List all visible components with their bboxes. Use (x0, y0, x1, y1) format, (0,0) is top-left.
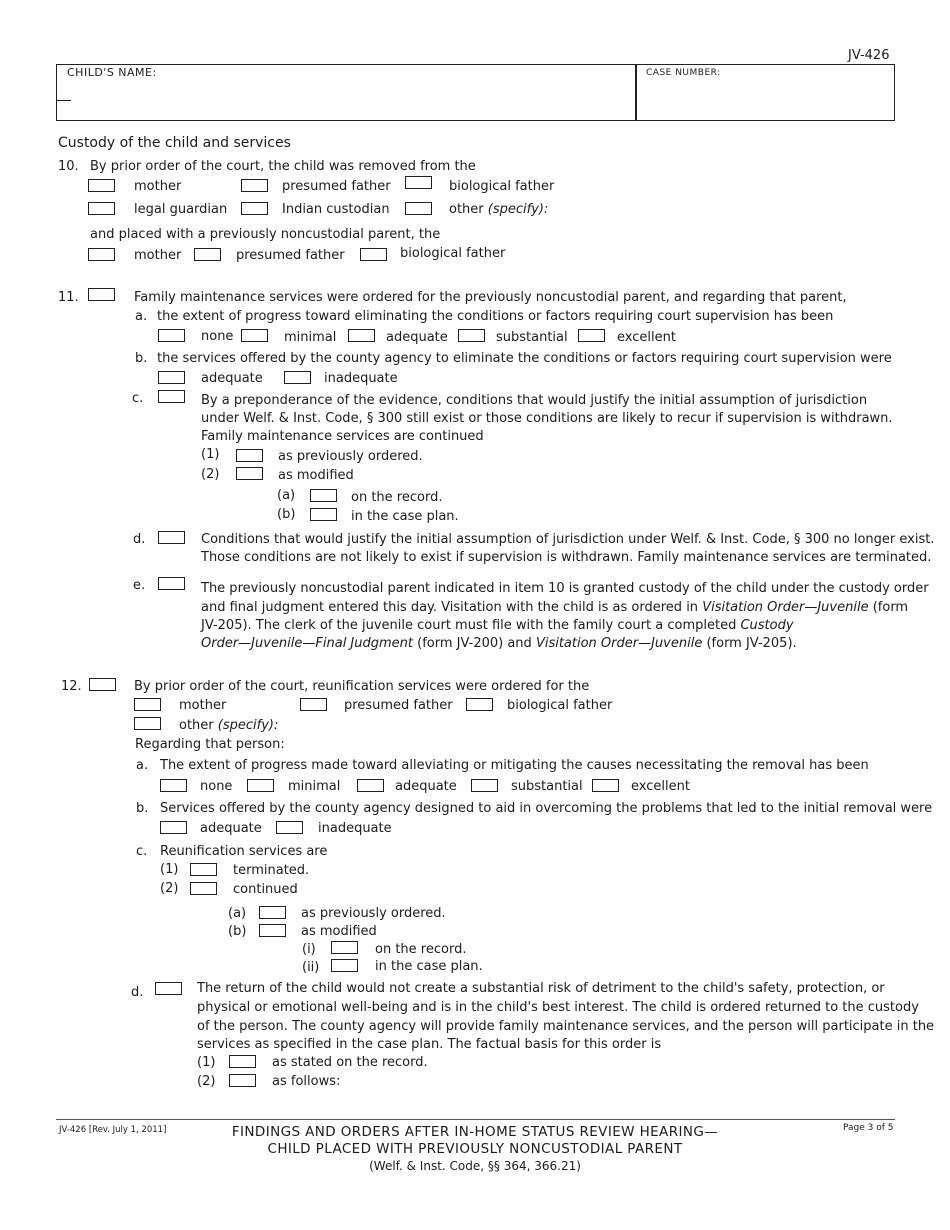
footer-page-number: Page 3 of 5 (843, 1123, 894, 1133)
item12d-line3: of the person. The county agency will provide family maintenance services, and the person will participate in the (197, 1019, 935, 1034)
item11a-minimal-label: minimal (284, 330, 337, 345)
item11-intro: Family maintenance services were ordered for the previously noncustodial parent, and regarding that parent, (134, 290, 847, 305)
item12-mother-checkbox[interactable] (134, 698, 161, 711)
item11b-letter: b. (135, 351, 148, 366)
item11d-line1: Conditions that would justify the initial assumption of jurisdiction under Welf. & Inst. Code, § 300 no longer exist. (201, 532, 935, 547)
item12c2-number: (2) (160, 881, 179, 896)
item12d-line2: physical or emotional well-being and is in the child's best interest. The child is ordered returned to the custody (197, 1000, 919, 1015)
item10-presumed-father-checkbox[interactable] (241, 179, 268, 192)
header-divider (635, 64, 637, 121)
item12a-minimal-checkbox[interactable] (247, 779, 274, 792)
item11b-inadequate-label: inadequate (324, 371, 398, 386)
item11e-line1: The previously noncustodial parent indicated in item 10 is granted custody of the child under the custody order (201, 581, 929, 596)
item10-legal-guardian-label: legal guardian (134, 202, 228, 217)
item11ca-number: (a) (277, 488, 296, 503)
item12-mother-label: mother (179, 698, 227, 713)
section-title: Custody of the child and services (58, 135, 291, 151)
item12b-inadequate-checkbox[interactable] (276, 821, 303, 834)
item11a-substantial-label: substantial (496, 330, 568, 345)
item12a-none-checkbox[interactable] (160, 779, 187, 792)
item12-presumed-father-label: presumed father (344, 698, 453, 713)
item12-biological-father-checkbox[interactable] (466, 698, 493, 711)
item11e-letter: e. (133, 578, 146, 593)
item10-presumed-father-label: presumed father (282, 179, 391, 194)
item10-indian-custodian-checkbox[interactable] (241, 202, 268, 215)
item11c2-number: (2) (201, 467, 220, 482)
item12cii-text: in the case plan. (375, 959, 483, 974)
item10-mother-checkbox[interactable] (88, 179, 115, 192)
item11a-letter: a. (135, 309, 148, 324)
item11a-none-checkbox[interactable] (158, 329, 185, 342)
item12ca-number: (a) (228, 906, 247, 921)
item10-biological-father-checkbox[interactable] (405, 176, 432, 189)
item11a-none-label: none (201, 329, 234, 344)
item12d-line4: services as specified in the case plan. The factual basis for this order is (197, 1037, 662, 1052)
item12ca-checkbox[interactable] (259, 906, 286, 919)
footer-title-line2: CHILD PLACED WITH PREVIOUSLY NONCUSTODIAL PARENT (267, 1141, 683, 1157)
case-number-label: CASE NUMBER: (646, 68, 721, 78)
item12a-substantial-checkbox[interactable] (471, 779, 498, 792)
item11c1-text: as previously ordered. (278, 449, 423, 464)
item12cb-number: (b) (228, 924, 247, 939)
item11c2-text: as modified (278, 468, 354, 483)
item11a-adequate-checkbox[interactable] (348, 329, 375, 342)
item11c-letter: c. (132, 391, 144, 406)
item11a-minimal-checkbox[interactable] (241, 329, 268, 342)
item12cb-text: as modified (301, 924, 377, 939)
item10-placed-presumed-label: presumed father (236, 248, 345, 263)
item12b-text: Services offered by the county agency designed to aid in overcoming the problems that led to the initial removal were (160, 801, 933, 816)
child-name-label: CHILD'S NAME: (67, 66, 157, 79)
item10-placed-presumed-checkbox[interactable] (194, 248, 221, 261)
item11ca-checkbox[interactable] (310, 489, 337, 502)
item12b-letter: b. (136, 801, 149, 816)
item12-regarding: Regarding that person: (135, 737, 285, 752)
item12d2-checkbox[interactable] (229, 1074, 256, 1087)
item10-placed-text: and placed with a previously noncustodial parent, the (90, 227, 441, 242)
item12d1-text: as stated on the record. (272, 1055, 428, 1070)
item12d2-number: (2) (197, 1074, 216, 1089)
item11-number: 11. (58, 290, 79, 305)
item12c1-checkbox[interactable] (190, 863, 217, 876)
item12a-minimal-label: minimal (288, 779, 341, 794)
item12-intro: By prior order of the court, reunification services were ordered for the (134, 679, 590, 694)
child-name-field[interactable] (57, 100, 71, 101)
item12d1-checkbox[interactable] (229, 1055, 256, 1068)
item11b-text: the services offered by the county agency to eliminate the conditions or factors requiring court supervision were (157, 351, 892, 366)
item10-placed-biological-label: biological father (400, 246, 506, 261)
item11a-text: the extent of progress toward eliminating the conditions or factors requiring court supervision has been (157, 309, 834, 324)
item12d-line1: The return of the child would not create a substantial risk of detriment to the child's safety, protection, or (197, 981, 885, 996)
item12b-adequate-checkbox[interactable] (160, 821, 187, 834)
item10-other-label: other (specify): (449, 202, 549, 217)
item12a-none-label: none (200, 779, 233, 794)
item12ci-text: on the record. (375, 942, 467, 957)
item12ca-text: as previously ordered. (301, 906, 446, 921)
item11c-line2: under Welf. & Inst. Code, § 300 still exist or those conditions are likely to recur if supervision is withdrawn. (201, 411, 893, 426)
item12a-excellent-checkbox[interactable] (592, 779, 619, 792)
item12ci-number: (i) (302, 942, 316, 957)
item11cb-number: (b) (277, 507, 296, 522)
item10-indian-custodian-label: Indian custodian (282, 202, 390, 217)
item11d-checkbox[interactable] (158, 531, 185, 544)
item11e-line3: JV-205). The clerk of the juvenile court must file with the family court a completed Custody (201, 618, 794, 633)
item11c-line3: Family maintenance services are continued (201, 429, 484, 444)
footer-rule (56, 1119, 895, 1120)
item11e-checkbox[interactable] (158, 577, 185, 590)
item11c1-number: (1) (201, 447, 220, 462)
item11b-adequate-label: adequate (201, 371, 263, 386)
item12d1-number: (1) (197, 1055, 216, 1070)
item11-checkbox[interactable] (88, 288, 115, 301)
item10-placed-mother-label: mother (134, 248, 182, 263)
item11a-excellent-checkbox[interactable] (578, 329, 605, 342)
footer-revision: JV-426 [Rev. July 1, 2011] (59, 1125, 167, 1135)
item12d-checkbox[interactable] (155, 982, 182, 995)
form-id: JV-426 (848, 48, 890, 63)
item12cii-number: (ii) (302, 960, 320, 975)
item11ca-text: on the record. (351, 490, 443, 505)
item10-placed-biological-checkbox[interactable] (360, 248, 387, 261)
item12d-letter: d. (131, 985, 144, 1000)
item12c2-checkbox[interactable] (190, 882, 217, 895)
item12b-inadequate-label: inadequate (318, 821, 392, 836)
item12-biological-father-label: biological father (507, 698, 613, 713)
item12a-letter: a. (136, 758, 149, 773)
item12c1-number: (1) (160, 862, 179, 877)
item12d2-text: as follows: (272, 1074, 341, 1089)
item10-intro: By prior order of the court, the child was removed from the (90, 159, 476, 174)
item12-presumed-father-checkbox[interactable] (300, 698, 327, 711)
item11b-inadequate-checkbox[interactable] (284, 371, 311, 384)
item12-number: 12. (61, 679, 82, 694)
item10-number: 10. (58, 159, 79, 174)
item12cb-checkbox[interactable] (259, 924, 286, 937)
item11d-line2: Those conditions are not likely to exist if supervision is withdrawn. Family maintenance services are terminated. (201, 550, 932, 565)
item11a-substantial-checkbox[interactable] (458, 329, 485, 342)
item11c-line1: By a preponderance of the evidence, conditions that would justify the initial assumption of jurisdiction (201, 393, 868, 408)
item12c1-text: terminated. (233, 863, 310, 878)
item12-checkbox[interactable] (89, 678, 116, 691)
item12a-adequate-checkbox[interactable] (357, 779, 384, 792)
item12ci-checkbox[interactable] (331, 941, 358, 954)
item11d-letter: d. (133, 532, 146, 547)
item10-legal-guardian-checkbox[interactable] (88, 202, 115, 215)
footer-citation: (Welf. & Inst. Code, §§ 364, 366.21) (369, 1159, 581, 1173)
item11e-line4: Order—Juvenile—Final Judgment (form JV-200) and Visitation Order—Juvenile (form JV-205). (201, 636, 797, 651)
item11e-line2: and final judgment entered this day. Visitation with the child is as ordered in Visitation Order—Juvenile (form (201, 600, 909, 615)
item12a-adequate-label: adequate (395, 779, 457, 794)
item11a-excellent-label: excellent (617, 330, 676, 345)
item11cb-text: in the case plan. (351, 509, 459, 524)
item10-mother-label: mother (134, 179, 182, 194)
item11cb-checkbox[interactable] (310, 508, 337, 521)
item11c-checkbox[interactable] (158, 390, 185, 403)
item12-other-label: other (specify): (179, 718, 279, 733)
item11c1-checkbox[interactable] (236, 449, 263, 462)
item10-biological-father-label: biological father (449, 179, 555, 194)
item11c2-checkbox[interactable] (236, 467, 263, 480)
item12a-text: The extent of progress made toward alleviating or mitigating the causes necessitating the removal has been (160, 758, 869, 773)
item12a-excellent-label: excellent (631, 779, 690, 794)
item10-placed-mother-checkbox[interactable] (88, 248, 115, 261)
item12c-text: Reunification services are (160, 844, 328, 859)
item12c2-text: continued (233, 882, 298, 897)
item12c-letter: c. (136, 844, 148, 859)
item12a-substantial-label: substantial (511, 779, 583, 794)
item12b-adequate-label: adequate (200, 821, 262, 836)
item12cii-checkbox[interactable] (331, 959, 358, 972)
footer-title-line1: FINDINGS AND ORDERS AFTER IN-HOME STATUS REVIEW HEARING— (231, 1124, 719, 1140)
item11a-adequate-label: adequate (386, 330, 448, 345)
header-box (56, 64, 895, 121)
item12-other-checkbox[interactable] (134, 717, 161, 730)
item11b-adequate-checkbox[interactable] (158, 371, 185, 384)
item10-other-checkbox[interactable] (405, 202, 432, 215)
